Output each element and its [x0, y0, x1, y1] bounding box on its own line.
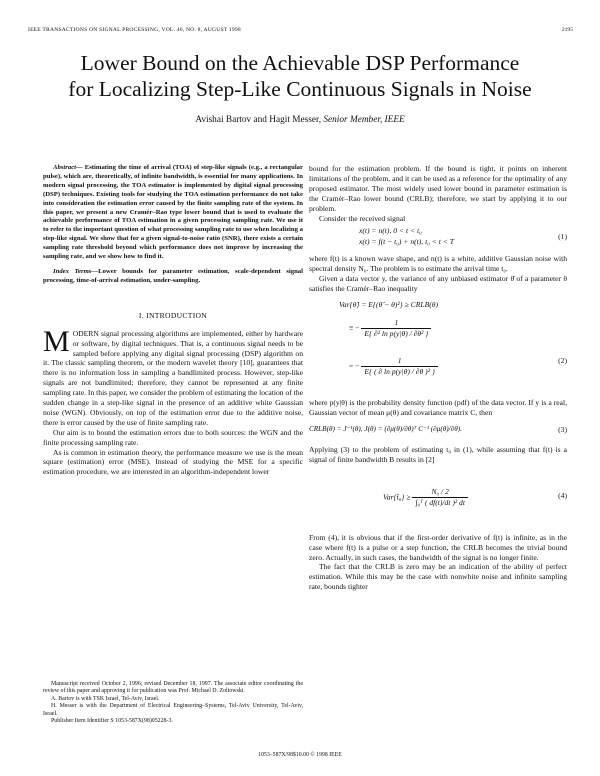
author-membership: Senior Member, IEEE [323, 115, 405, 125]
right-paragraph-3: where f(t) is a known wave shape, and n(t) is a white, additive Gaussian noise with spectral density N₀. The problem is to estimate the arrival time t₀. [309, 254, 567, 274]
equation-3 [309, 423, 567, 441]
right-paragraph-2: Consider the received signal [319, 213, 406, 223]
footnote-block [43, 681, 303, 725]
abstract-text: Estimating the time of arrival (TOA) of step-like signals (e.g., a rectangular pulse), which are, theoretically, of infinite bandwidth, is essential for many applications. In modern signal processing, the TOA estimator is implemented by digital signal processing (DSP) techniques. Existing tools for studying the TOA estimation performance do not take into consideration the estimation error caused by the finite sampling rate of the system. In this paper, we present a new Cramér–Rao type lower bound that is used to evaluate the achievable performance of TOA estimation in a given processing sampling rate. We use it to refer to the important question of what processing sampling rate to use when localizing a step-like signal. We show that for a given signal-to-noise ratio (SNR), there exists a certain sampling rate threshold beyond which performance does not improve by increasing the sampling rate, and we show how to find it. [43, 164, 303, 261]
right-paragraph-5: where p(y|θ) is the probability density function (pdf) of the data vector. If y is a real, Gaussian vector of mean μ(θ) and covariance matrix C, then [309, 398, 567, 417]
equation-2-second-denominator: E{ ( ∂ ln p(y|θ) / ∂θ )² } [364, 366, 435, 376]
equation-2-second-term: = − $\frac{1}{\text{E\{ ( ∂ ln p(y|θ) / ∂θ )² \}}}$ [349, 356, 438, 377]
page-number: 2195 [561, 27, 573, 33]
right-paragraph-4: Given a data vector y, the variance of any unbiased estimator θ̂ of a parameter θ satisfies the Cramér–Rao inequality [309, 274, 567, 294]
footnote-author-2: H. Messer is with the Department of Electrical Engineering–Systems, Tel-Aviv University, Tel-Aviv, Israel. [43, 703, 303, 717]
intro-p1-text: ODERN signal processing algorithms are implemented, either by hardware or software, by digital techniques. That is, a continuous signal needs to be sampled before applying any digital signal processing (DSP) algorithm on it. The classic sampling theorem, or the modern wavelet theory [10], guarantees that there is no information loss in sampling a bandlimited process. However, step-like signals are not bandlimited; therefore, they cannot be represented at any finite sampling rate. In this paper, we consider the problem of estimating the location of the sudden change in a step-like signal in the presence of an additive white Gaussian noise (WGN). Obviously, on top of the estimation error due to the additive noise, there is error caused by the use of finite sampling rate. [43, 328, 303, 427]
equation-4-fraction [412, 487, 468, 508]
footnote-author-1: A. Bartov is with TSK Israel, Tel-Aviv, Israel. [51, 695, 160, 702]
equation-1-line-2: x(t) = f(t − t₀) + n(t), t₀ < t < T [359, 237, 455, 247]
left-column [43, 164, 303, 477]
equation-2-second-numerator: 1 [361, 356, 438, 367]
author-line [0, 115, 600, 125]
author-names: Avishai Bartov and Hagit Messer, [195, 115, 322, 125]
equation-2-first-numerator: 1 [361, 318, 431, 329]
intro-paragraph-2: Our aim is to bound the estimation errors due to both sources: the WGN and the finite processing sampling rate. [43, 427, 303, 447]
right-column [309, 164, 567, 592]
equation-1 [309, 226, 567, 250]
equation-2-first-denominator: E{ ∂² ln p(y|θ) / ∂θ² } [364, 328, 429, 338]
paper-title [0, 50, 600, 102]
index-terms [43, 268, 303, 286]
equation-1-number: (1) [558, 232, 567, 242]
equation-2-first-fraction [361, 318, 431, 339]
equation-2-second-fraction [361, 356, 438, 377]
right-paragraph-6: Applying (3) to the problem of estimating t₀ in (1), while assuming that f(t) is a signal of finite bandwidth B results in [2] [309, 444, 567, 464]
footnote-manuscript: Manuscript received October 2, 1996; revised December 18, 1997. The associate editor coordinating the review of this paper and approving it for publication was Prof. Michael D. Zoltowski. [43, 681, 303, 695]
right-paragraph-1: bound for the estimation problem. If the bound is tight, it points on inherent limitations of the problem, and it can be used as a reference for the optimality of any proposed estimator. The most widely used lower bound in parameter estimation is the Cramér–Rao lower bound (CRLB); therefore, we start by applying it to our problem. [309, 164, 567, 213]
equation-1-line-1: x(t) = n(t), 0 < t < t₀ [359, 226, 422, 236]
equation-2 [309, 298, 567, 394]
section-heading-introduction: I. INTRODUCTION [138, 310, 208, 320]
copyright-footer: 1053–587X/98$10.00 © 1998 IEEE [258, 752, 342, 758]
title-line-1: Lower Bound on the Achievable DSP Performance [80, 51, 520, 75]
equation-2-lhs: Var{θ̂} = E{(θ̂ − θ)²} ≥ CRLB(θ) [339, 300, 439, 310]
equation-2-first-term: ≡ − $\frac{1}{\text{E\{ ∂² ln p(y|θ) / ∂θ² \}}}$ [349, 318, 431, 339]
right-paragraph-8: The fact that the CRLB is zero may be an indication of the ability of perfect estimation. While this may be the case with nonwhite noise and infinite sampling rate, bounds tighter [309, 562, 567, 592]
equation-4-lhs: Var{t̂₀} ≥ [383, 492, 411, 502]
intro-paragraph-1 [43, 324, 303, 428]
intro-paragraph-3: As is common in estimation theory, the performance measure we use is the mean square (estimation) error (MSE). Instead of studying the MSE for a specific estimation procedure, we are interested in an algorithm-independent lower [43, 447, 303, 477]
equation-4-denominator: ∫₀ᵀ ( df(t)/dt )² dt [415, 497, 465, 507]
equation-3-number: (3) [558, 424, 567, 434]
footnote-publisher-id: Publisher Item Identifier S 1053-587X(98)05228-3. [51, 718, 173, 725]
index-terms-label: Index Terms [53, 267, 92, 275]
running-header: IEEE TRANSACTIONS ON SIGNAL PROCESSING, VOL. 46, NO. 8, AUGUST 1998 [28, 27, 241, 33]
abstract-label: Abstract— [53, 164, 83, 171]
title-line-2: for Localizing Step-Like Continuous Signals in Noise [68, 77, 532, 101]
equation-4-numerator: N₀ / 2 [412, 487, 468, 498]
abstract [43, 164, 303, 262]
equation-3-body: CRLB(θ) = J⁻¹(θ), J(θ) = (∂μ(θ)/∂θ)ᵀ C⁻¹ (∂μ(θ)/∂θ). [309, 424, 462, 433]
right-paragraph-7: From (4), it is obvious that if the first-order derivative of f(t) is infinite, as in the case where f(t) is a pulse or a step function, the CRLB becomes the trivial bound zero. Actually, in such cases, the bandwidth of the signal is no longer finite. [309, 532, 567, 562]
equation-4 [309, 469, 567, 529]
equation-4-number: (4) [558, 490, 567, 500]
equation-4-content [383, 487, 468, 508]
equation-2-number: (2) [558, 356, 567, 366]
index-terms-text: —Lower bounds for parameter estimation, scale-dependent signal processing, time-of-arrival estimation, under-sampling. [43, 267, 303, 284]
drop-cap: M [43, 324, 70, 358]
